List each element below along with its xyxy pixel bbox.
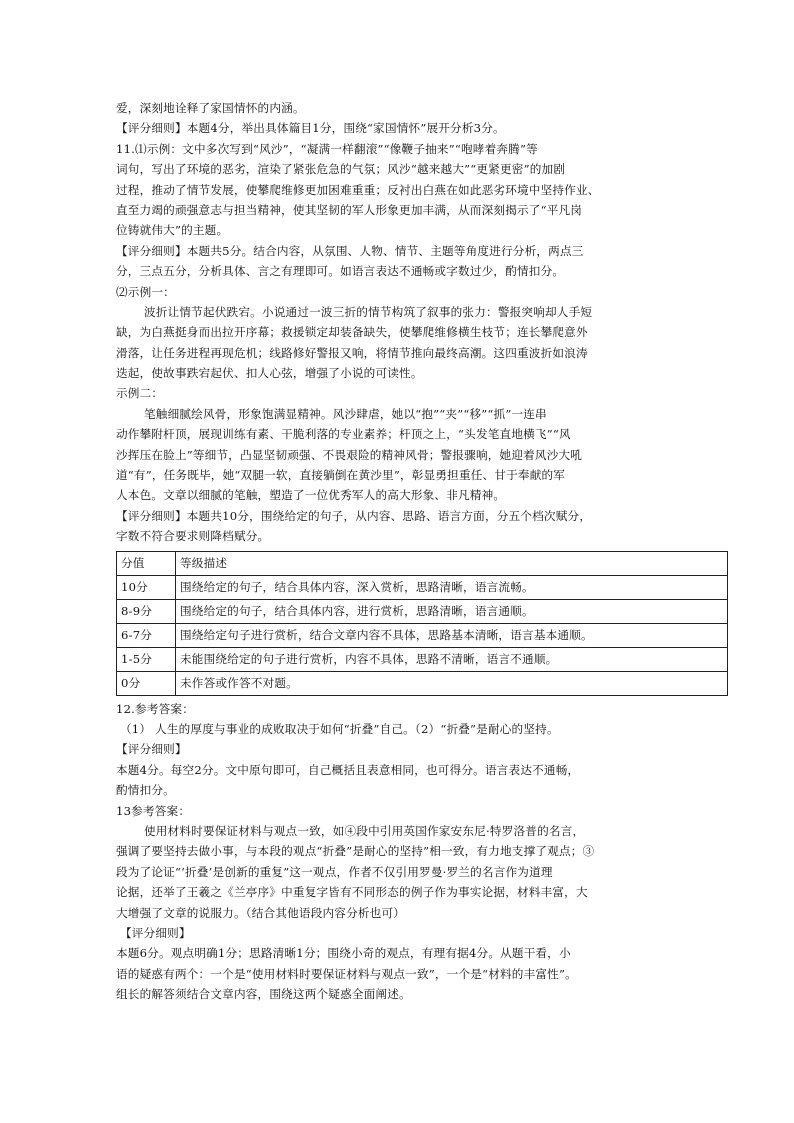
description-cell: 未作答或作答不对题。 — [176, 671, 728, 695]
scoring-rule-q11-1: 【评分细则】本题共5分。结合内容，从氛围、人物、情节、主题等角度进行分析，两点三 — [116, 243, 584, 258]
table-row — [117, 599, 728, 623]
q12-answer: （1） 人生的厚度与事业的成败取决于如何“折叠”自己。（2）“折叠”是耐心的坚持。 — [120, 721, 559, 736]
text-line: 直至力竭的顽强意志与担当精神，使其坚韧的军人形象更加丰满，从而深刻揭示了“平凡岗 — [116, 202, 583, 217]
answer-key-page — [116, 98, 688, 1004]
description-cell: 未能围绕给定的句子进行赏析，内容不具体，思路不清晰，语言不通顺。 — [176, 647, 728, 671]
text-line: 滑落，让任务进程再现危机；线路修好警报又响，将情节推向最终高潮。这四重波折如浪涛 — [116, 345, 588, 360]
text-line: 段为了论证“‘折叠’是创新的重复”这一观点，作者不仅引用罗曼·罗兰的名言作为道理 — [116, 864, 553, 879]
scoring-rule-heading: 【评分细则】 — [116, 742, 187, 757]
description-cell: 围绕给定的句子，结合具体内容，进行赏析，思路清晰，语言通顺。 — [176, 599, 728, 623]
score-cell: 8-9分 — [117, 599, 176, 623]
text-line: 迭起，使故事跌宕起伏、扣人心弦，增强了小说的可读性。 — [116, 366, 423, 381]
text-line: 论据，还举了王羲之《兰亭序》中重复字皆有不同形态的例子作为事实论据，材料丰富，大 — [116, 885, 588, 900]
description-cell: 围绕给定句子进行赏析，结合文章内容不具体，思路基本清晰，语言基本通顺。 — [176, 623, 728, 647]
text-line: 强调了要坚持去做小事，与本段的观点“折叠”是耐心的坚持”相一致，有力地支撑了观点；③ — [116, 844, 595, 859]
text-line: 爱，深刻地诠释了家国情怀的内涵。 — [116, 101, 305, 115]
text-line: 动作攀附杆顶，展现训练有素、干脆利落的专业素养；杆顶之上，“头发笔直地横飞”“风 — [116, 427, 571, 442]
text-line: 语的疑惑有两个：一个是“使用材料时要保证材料与观点一致”，一个是“材料的丰富性”。 — [116, 966, 577, 981]
text-line: 大增强了文章的说服力。（结合其他语段内容分析也可） — [116, 905, 406, 920]
text-line: 波折让情节起伏跌宕。小说通过一波三折的情节构筑了叙事的张力：警报突响却人手短 — [144, 304, 593, 319]
text-line: 使用材料时要保证材料与观点一致，如④段中引用英国作家安东尼·特罗洛普的名言， — [144, 823, 585, 838]
text-line: 词句，写出了环境的恶劣，渲染了紧张危急的气氛；风沙“越来越大”“更紧更密”的加剧 — [116, 162, 566, 177]
q11-2-example-two-label: 示例二： — [116, 386, 164, 401]
text-line: 笔触细腻绘风骨，形象饱满显精神。风沙肆虐，她以“抱”“夹”“移”“抓”一连串 — [144, 406, 547, 421]
table-header-cell: 分值 — [117, 551, 176, 575]
scoring-rule-heading: 【评分细则】 — [120, 925, 191, 940]
q12-answer-heading: 12.参考答案： — [116, 701, 195, 716]
table-row — [117, 647, 728, 671]
table-header-cell: 等级描述 — [176, 551, 728, 575]
text-line: 本题4分。每空2分。文中原句即可，自己概括且表意相同，也可得分。语言表达不通畅， — [116, 762, 580, 777]
text-line: 酌情扣分。 — [116, 783, 175, 798]
scoring-rule-q10: 【评分细则】本题4分，举出具体篇目1分，围绕“家国情怀”展开分析3分。 — [116, 121, 505, 136]
text-line: 人本色。文章以细腻的笔触，塑造了一位优秀军人的高大形象、非凡精神。 — [116, 488, 506, 503]
table-row — [117, 575, 728, 599]
grading-table — [116, 551, 728, 696]
score-cell: 1-5分 — [117, 647, 176, 671]
text-line: 本题6分。观点明确1分；思路清晰1分；围绕小奇的观点，有理有据4分。从题干看，小 — [116, 946, 571, 961]
text-line: 缺，为白燕挺身而出拉开序幕；救援锁定却装备缺失，使攀爬维修横生枝节；连长攀爬意外 — [116, 325, 588, 340]
text-line: 沙挥压在脸上”等细节，凸显坚韧顽强、不畏艰险的精神风骨；警报骤响，她迎着风沙大吼 — [116, 447, 583, 462]
text-line: 分，三点五分，分析具体、言之有理即可。如语言表达不通畅或字数过少，酌情扣分。 — [116, 264, 565, 279]
q11-1-example-line: 11.⑴示例：文中多次写到“风沙”，“凝满一样翻滚”“像鞭子抽来”“咆哮着奔腾”等 — [116, 141, 538, 156]
text-line: 道“有”，任务既毕，她“双腿一软，直接躺倒在黄沙里”，彰显勇担重任、甘于奉献的军 — [116, 468, 566, 483]
scoring-rule-q11-2: 【评分细则】本题共10分，围绕给定的句子，从内容、思路、语言方面，分五个档次赋分， — [116, 508, 592, 523]
score-cell: 0分 — [117, 671, 176, 695]
table-row — [117, 623, 728, 647]
q13-answer-heading: 13参考答案： — [116, 803, 191, 818]
text-line: 组长的解答须结合文章内容，围绕这两个疑惑全面阐述。 — [116, 987, 411, 1002]
table-header-row — [117, 551, 728, 575]
score-cell: 6-7分 — [117, 623, 176, 647]
description-cell: 围绕给定的句子，结合具体内容，深入赏析，思路清晰，语言流畅。 — [176, 575, 728, 599]
text-line: 位铸就伟大”的主题。 — [116, 223, 229, 238]
q11-2-example-one-label: ⑵示例一： — [116, 284, 175, 299]
score-cell: 10分 — [117, 575, 176, 599]
text-line: 过程，推动了情节发展，使攀爬维修更加困难重重；反衬出白燕在如此恶劣环境中坚持作业、 — [116, 182, 600, 197]
table-row — [117, 671, 728, 695]
text-line: 字数不符合要求则降档赋分。 — [116, 529, 270, 544]
